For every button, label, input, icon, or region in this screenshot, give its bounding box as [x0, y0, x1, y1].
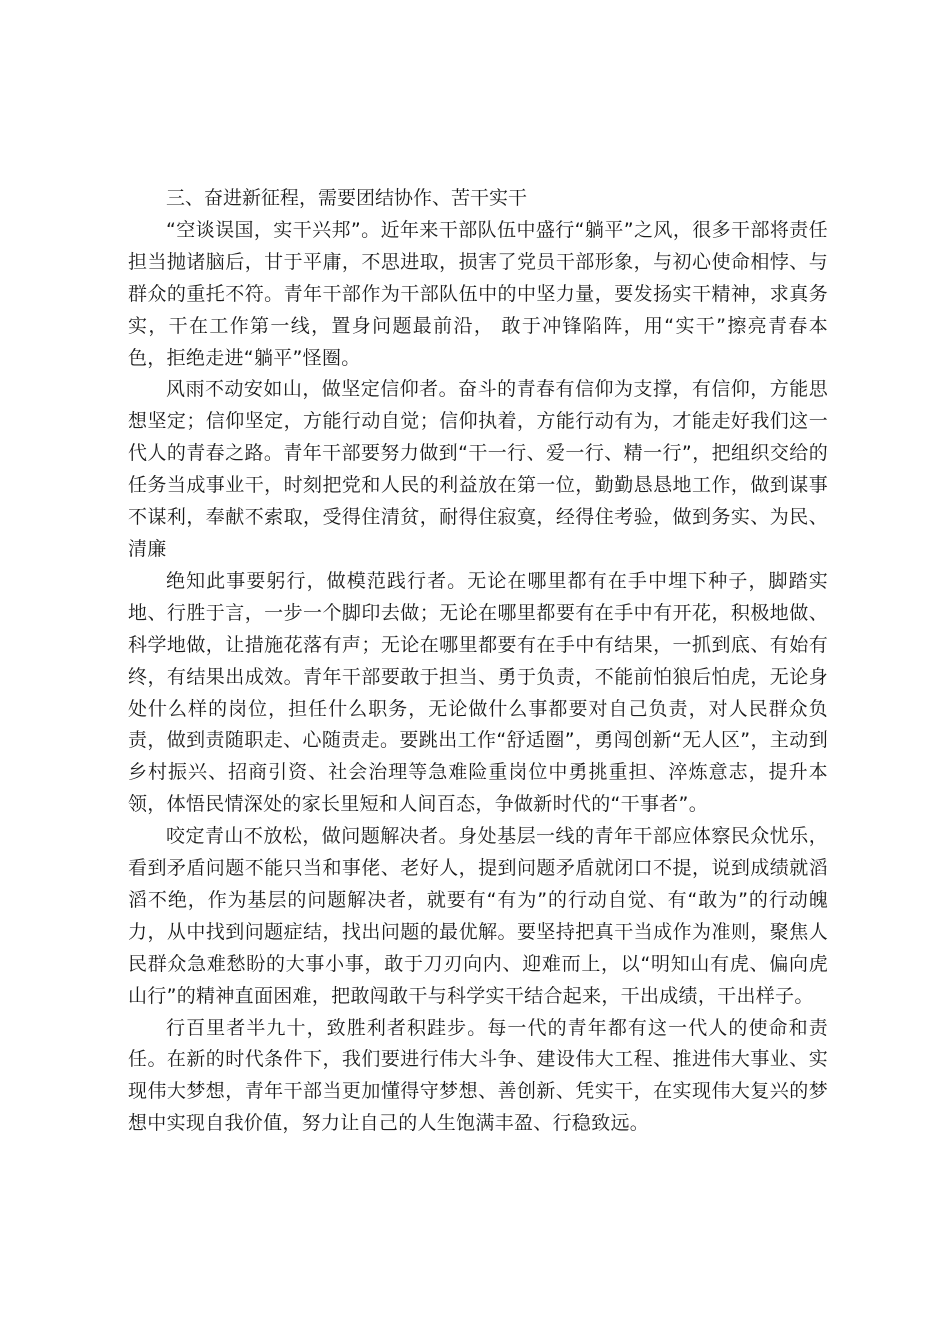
- paragraph-1: “空谈误国，实干兴邦”。近年来干部队伍中盛行“躺平”之风，很多干部将责任担当抛诸脑后，甘于平庸，不思进取，损害了党员干部形象，与初心使命相悖、与群众的重托不符。青年干部作为干部队伍中的中坚力量，要发扬实干精神，求真务实，干在工作第一线，置身问题最前沿， 敢于冲锋陷阵，用“实干”擦亮青春本色，拒绝走进“躺平”怪圈。: [128, 218, 828, 369]
- document-page: [128, 183, 828, 1140]
- paragraph-5: 行百里者半九十，致胜利者积跬步。每一代的青年都有这一代人的使命和责任。在新的时代条件下，我们要进行伟大斗争、建设伟大工程、推进伟大事业、实现伟大梦想，青年干部当更加懂得守梦想、善创新、凭实干，在实现伟大复兴的梦想中实现自我价值，努力让自己的人生饱满丰盈、行稳致远。: [128, 1016, 828, 1135]
- paragraph-3: 绝知此事要躬行，做模范践行者。无论在哪里都有在手中埋下种子，脚踏实地、行胜于言，一步一个脚印去做；无论在哪里都要有在手中有开花，积极地做、科学地做，让措施花落有声；无论在哪里都要有在手中有结果，一抓到底、有始有终，有结果出成效。青年干部要敢于担当、勇于负责，不能前怕狼后怕虎，无论身处什么样的岗位，担任什么职务，无论做什么事都要对自己负责，对人民群众负责，做到责随职走、心随责走。要跳出工作“舒适圈”，勇闯创新“无人区”，主动到乡村振兴、招商引资、社会治理等急难险重岗位中勇挑重担、淬炼意志，提升本领，体悟民情深处的家长里短和人间百态，争做新时代的“干事者”。: [128, 569, 828, 816]
- section-heading: 三、奋进新征程，需要团结协作、苦干实干: [166, 187, 528, 209]
- paragraph-4: 咬定青山不放松，做问题解决者。身处基层一线的青年干部应体察民众忧乐，看到矛盾问题不能只当和事佬、老好人，提到问题矛盾就闭口不提，说到成绩就滔滔不绝，作为基层的问题解决者，就要有“有为”的行动自觉、有“敢为”的行动魄力，从中找到问题症结，找出问题的最优解。要坚持把真干当成作为准则，聚焦人民群众急难愁盼的大事小事，敢于刀刃向内、迎难而上，以“明知山有虎、偏向虎山行”的精神直面困难，把敢闯敢干与科学实干结合起来，干出成绩，干出样子。: [128, 825, 828, 1007]
- paragraph-2: 风雨不动安如山，做坚定信仰者。奋斗的青春有信仰为支撑，有信仰，方能思想坚定；信仰坚定，方能行动自觉；信仰执着，方能行动有为，才能走好我们这一代人的青春之路。青年干部要努力做到“干一行、爱一行、精一行”，把组织交给的任务当成事业干，时刻把党和人民的利益放在第一位，勤勤恳恳地工作，做到谋事不谋利，奉献不索取，受得住清贫，耐得住寂寞，经得住考验，做到务实、为民、清廉: [128, 378, 828, 560]
